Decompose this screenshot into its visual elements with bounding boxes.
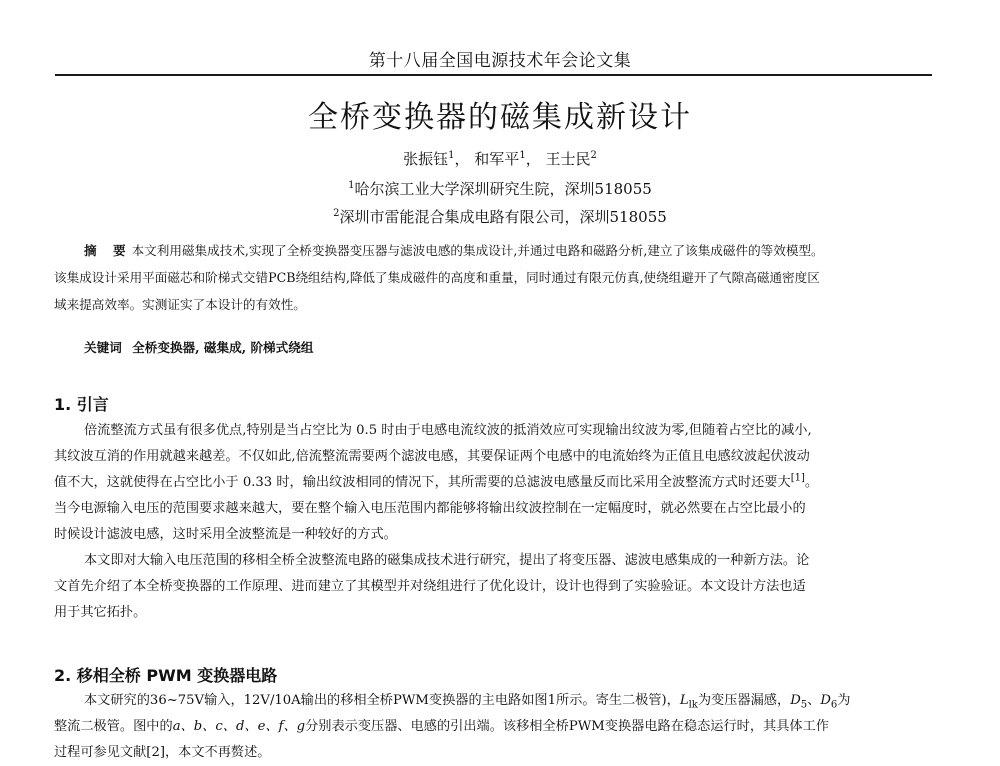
affil-text: 深圳市雷能混合集成电路有限公司，深圳518055 [339, 208, 667, 226]
affil-mark: 2 [333, 208, 340, 219]
symbol-L: L [679, 693, 689, 708]
author: 和军平 [474, 150, 520, 168]
punctuation: 、 [807, 693, 821, 708]
abstract-line: 本文利用磁集成技术,实现了全桥变换器变压器与滤波电感的集成设计,并通过电路和磁路分析,建立了该集成磁件的等效模型。 [131, 243, 824, 258]
author-affil-mark: 2 [590, 150, 597, 161]
text-line: 其纹波互消的作用就越来越差。不仅如此,倍流整流需要两个滤波电感，其要保证两个电感中的电流始终为正值且电感纹波起伏波动 [54, 449, 810, 464]
paper-title: 全桥变换器的磁集成新设计 [308, 100, 692, 135]
text-run: 为 [837, 693, 851, 708]
running-head: 第十八届全国电源技术年会论文集 [368, 51, 632, 71]
keywords [54, 335, 964, 361]
abstract [54, 237, 934, 318]
symbol-D: D [790, 693, 801, 708]
text-line: 倍流整流方式虽有很多优点,特别是当占空比为 0.5 时由于电感电流纹波的抵消效应可实现输出纹波为零,但随着占空比的减小, [84, 423, 812, 438]
author-affil-mark: 1 [448, 150, 455, 161]
citation: [1] [790, 472, 805, 484]
text-line: 值不大，这就使得在占空比小于 0.33 时，输出纹波相同的情况下，其所需要的总滤波电感量反而比采用全波整流方式时还要大 [54, 475, 791, 490]
separator: ， [525, 150, 541, 168]
section-heading-2: 2. 移相全桥 PWM 变换器电路 [54, 666, 278, 685]
text-run: 为变压器漏感， [697, 693, 791, 708]
abstract-line: 域来提高效率。实测证实了本设计的有效性。 [54, 297, 306, 312]
affiliation-2 [0, 206, 1000, 227]
text-line [54, 714, 934, 740]
author-list [0, 148, 1000, 169]
subscript: 6 [830, 699, 838, 711]
author-affil-mark: 1 [519, 150, 526, 161]
terminal-labels: a、b、c、d、e、f、g [172, 719, 306, 734]
text-run: 本文研究的36~75V输入，12V/10A输出的移相全桥PWM变换器的主电路如图1所示。寄生二极管)， [84, 693, 680, 708]
subscript: lk [688, 699, 698, 711]
keywords-text: 全桥变换器, 磁集成, 阶梯式绕组 [132, 340, 314, 355]
abstract-label: 摘 要 [84, 243, 132, 258]
section-heading-1: 1. 引言 [54, 395, 109, 414]
header-rule [55, 74, 932, 76]
keywords-label: 关键词 [84, 340, 122, 355]
text-line: 当今电源输入电压的范围要求越来越大，要在整个输入电压范围内都能够将输出纹波控制在一定幅度时，就必然要在占空比最小的 [54, 501, 806, 516]
punctuation: 。 [804, 475, 819, 490]
section-1-paragraph-1 [54, 418, 934, 548]
author: 张振钰 [403, 150, 449, 168]
text-line: 过程可参见文献[2]，本文不再赘述。 [54, 745, 271, 760]
text-line: 时候设计滤波电感，这时采用全波整流是一种较好的方式。 [54, 527, 397, 542]
symbol-D: D [820, 693, 831, 708]
affil-mark: 1 [348, 180, 355, 191]
subscript: 5 [800, 699, 808, 711]
text-line: 用于其它拓扑。 [54, 605, 147, 620]
abstract-line: 该集成设计采用平面磁芯和阶梯式交错PCB绕组结构,降低了集成磁件的高度和重量，同时通过有限元仿真,使绕组避开了气隙高磁通密度区 [54, 270, 820, 285]
text-line: 本文即对大输入电压范围的移相全桥全波整流电路的磁集成技术进行研究，提出了将变压器、滤波电感集成的一种新方法。论 [84, 553, 810, 568]
text-run: 分别表示变压器、电感的引出端。该移相全桥PWM变换器电路在稳态运行时，其具体工作 [305, 719, 829, 734]
section-1-paragraph-2 [54, 548, 934, 626]
separator: ， [454, 150, 470, 168]
affil-text: 哈尔滨工业大学深圳研究生院，深圳518055 [354, 180, 652, 198]
affiliation-1 [0, 178, 1000, 199]
text-line: 文首先介绍了本全桥变换器的工作原理、进而建立了其模型并对绕组进行了优化设计，设计也得到了实验验证。本文设计方法也适 [54, 579, 806, 594]
text-line [54, 688, 934, 714]
author: 王士民 [545, 150, 591, 168]
text-run: 整流二极管。图中的 [54, 719, 173, 734]
section-2-paragraph-1 [54, 688, 934, 766]
